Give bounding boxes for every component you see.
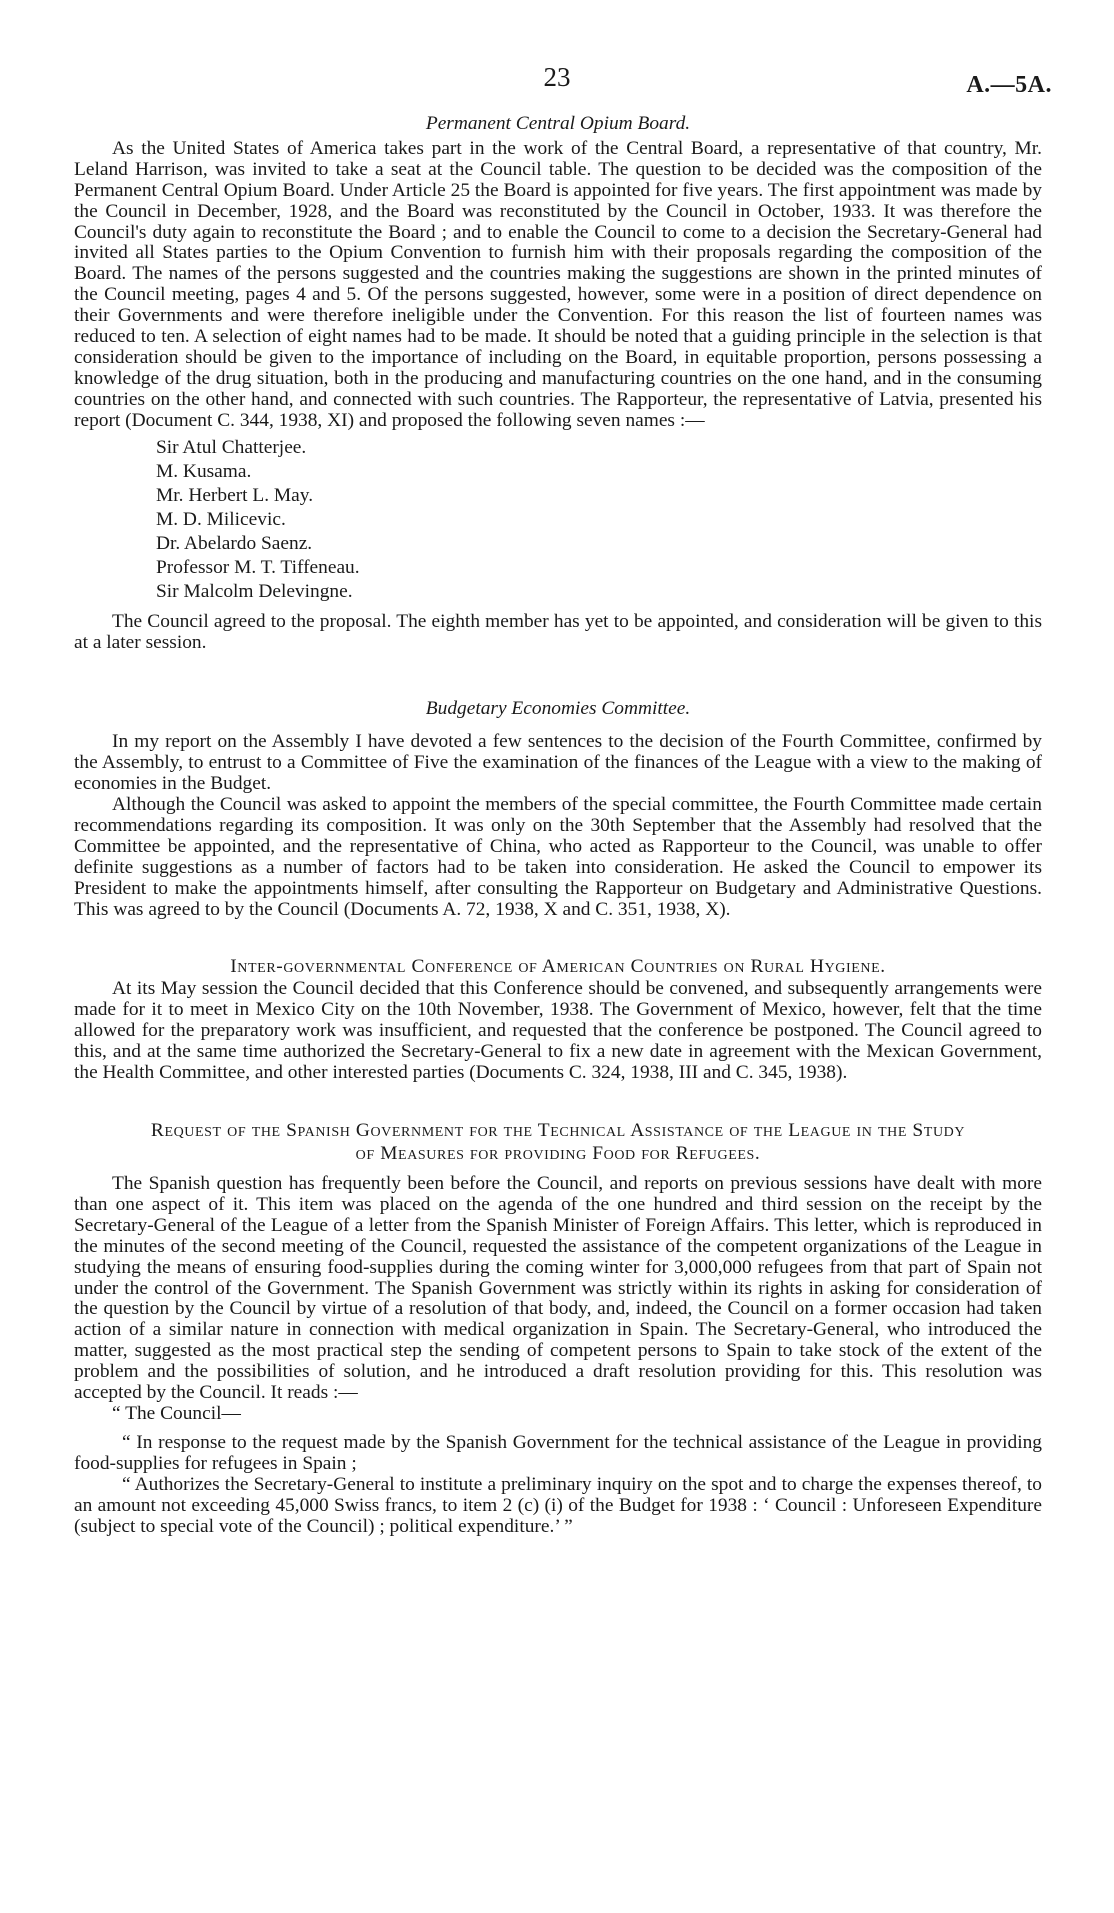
page-number: 23: [543, 62, 571, 92]
nominee-list: [156, 436, 1042, 604]
list-item: Professor M. T. Tiffeneau.: [156, 556, 360, 578]
paragraph: Although the Council was asked to appoint the members of the special committee, the Fourth Committee made certain recommendations regarding its composition. It was only on the 30th September that the Assembly had resolved that the Committee be appointed, and the representative of China, who acted as Rapporteur to the Council, was unable to offer definite suggestions as a number of factors had to be taken into consideration. He asked the Council to empower its President to make the appointments himself, after consulting the Rapporteur on Budgetary and Administrative Questions. This was agreed to by the Council (Documents A. 72, 1938, X and C. 351, 1938, X).: [74, 794, 1042, 920]
list-item: Sir Malcolm Delevingne.: [156, 580, 353, 602]
list-item: M. Kusama.: [156, 460, 252, 482]
section-heading-opium-board: Permanent Central Opium Board.: [425, 113, 691, 134]
list-item: Sir Atul Chatterjee.: [156, 436, 307, 458]
resolution-paragraph: “ Authorizes the Secretary-General to institute a preliminary inquiry on the spot and to charge the expenses thereof, to an amount not exceeding 45,000 Swiss francs, to item 2 (c) (i) of the Budget for 1938 : ‘ Council : Unforeseen Expenditure (subject to special vote of the Council) ; political expenditure.’ ”: [74, 1473, 1042, 1537]
list-item: Mr. Herbert L. May.: [156, 484, 314, 506]
section-heading-budgetary: Budgetary Economies Committee.: [425, 698, 691, 720]
paragraph: The Spanish question has frequently been before the Council, and reports on previous sessions have dealt with more than one aspect of it. This item was placed on the agenda of the one hundred and third session on the receipt by the Secretary-General of the League of a letter from the Spanish Minister of Foreign Affairs. This letter, which is reproduced in the minutes of the second meeting of the Council, requested the assistance of the competent organizations of the League in studying the means of ensuring food-supplies during the coming winter for 3,000,000 refugees from that part of Spain not under the control of the Government. The Spanish Government was strictly within its rights in asking for consideration of the question by the Council by virtue of a resolution of that body, and, indeed, the Council on a former occasion had taken action of a similar nature in connection with medical organization in Spain. The Secretary-General, who introduced the matter, suggested as the most practical step the sending of competent persons to Spain to take stock of the extent of the problem and the possibilities of solution, and he introduced a draft resolution providing for this. This resolution was accepted by the Council. It reads :—: [74, 1173, 1042, 1404]
paragraph: As the United States of America takes part in the work of the Central Board, a representative of that country, Mr. Leland Harrison, was invited to take a seat at the Council table. The question to be decided was the composition of the Permanent Central Opium Board. Under Article 25 the Board is appointed for five years. The first appointment was made by the Council in December, 1928, and the Board was reconstituted by the Council in October, 1933. It was therefore the Council's duty again to reconstitute the Board ; and to enable the Council to come to a decision the Secretary-General had invited all States parties to the Opium Convention to furnish him with their proposals regarding the composition of the Board. The names of the persons suggested and the countries making the suggestions are shown in the printed minutes of the Council meeting, pages 4 and 5. Of the persons suggested, however, some were in a position of direct dependence on their Governments and were therefore ineligible under the Convention. For this reason the list of fourteen names was reduced to ten. A selection of eight names had to be made. It should be noted that a guiding principle in the selection is that consideration should be given to the importance of including on the Board, in equitable proportion, persons possessing a knowledge of the drug situation, both in the producing and manufacturing countries on the one hand, and in the consuming countries on the other hand, and connected with such countries. The Rapporteur, the representative of Latvia, presented his report (Document C. 344, 1938, XI) and proposed the following seven names :—: [74, 137, 1042, 431]
paragraph: In my report on the Assembly I have devoted a few sentences to the decision of the Fourth Committee, confirmed by the Assembly, to entrust to a Committee of Five the examination of the finances of the League with a view to the making of economies in the Budget.: [74, 731, 1042, 795]
paragraph: At its May session the Council decided that this Conference should be convened, and subsequently arrangements were made for it to meet in Mexico City on the 10th November, 1938. The Government of Mexico, however, felt that the time allowed for the preparatory work was insufficient, and requested that the conference be postponed. The Council agreed to this, and at the same time authorized the Secretary-General to fix a new date in agreement with the Mexican Government, the Health Committee, and other interested parties (Documents C. 324, 1938, III and C. 345, 1938).: [74, 978, 1042, 1084]
section-heading-spanish-request-line1: Request of the Spanish Government for the Technical Assistance of the League in the Study: [150, 1120, 966, 1141]
document-reference: A.—5A.: [966, 72, 1052, 98]
paragraph: The Council agreed to the proposal. The eighth member has yet to be appointed, and consideration will be given to this at a later session.: [74, 610, 1042, 653]
resolution-opening: “ The Council—: [112, 1402, 241, 1424]
section-heading-spanish-request-line2: of Measures for providing Food for Refugees.: [355, 1143, 761, 1164]
section-heading-rural-hygiene: Inter-governmental Conference of American Countries on Rural Hygiene.: [230, 956, 886, 978]
page-body: [74, 114, 1042, 1537]
list-item: Dr. Abelardo Saenz.: [156, 532, 313, 554]
resolution-paragraph: “ In response to the request made by the Spanish Government for the technical assistance of the League in providing food-supplies for refugees in Spain ;: [74, 1431, 1042, 1474]
list-item: M. D. Milicevic.: [156, 508, 286, 530]
